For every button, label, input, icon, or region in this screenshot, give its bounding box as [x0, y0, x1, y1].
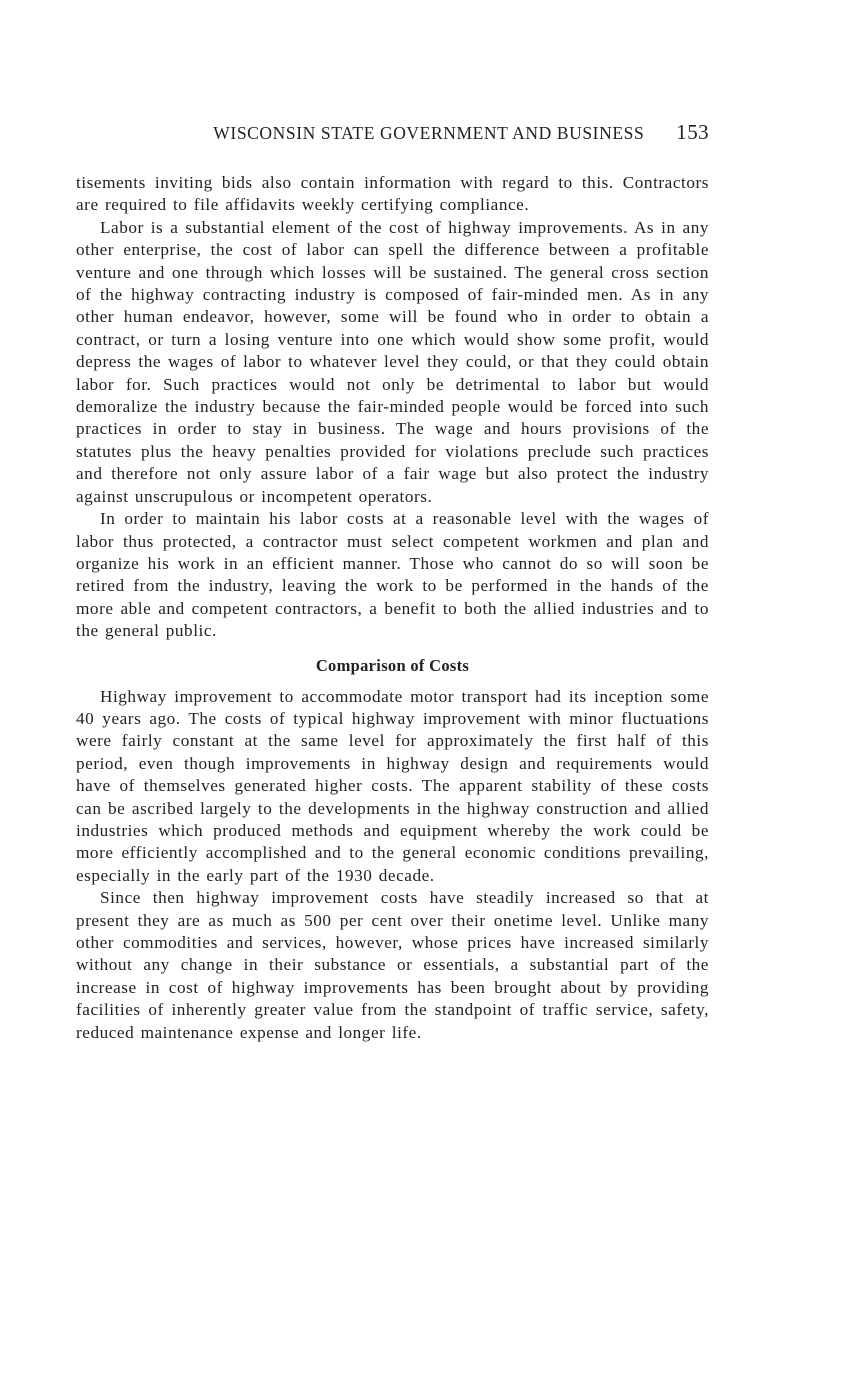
paragraph-cost-increase: Since then highway improvement costs have steadily increased so that at present they are as much as 500 per cent over their onetime level. Unlike many other commodities and services, however, whose prices have increased similarly without any change in their substance or essentials, a substantial part of the increase in cost of highway improvements has been brought about by providing facilities of inherently greater value from the standpoint of traffic service, safety, reduced maintenance expense and longer life.: [76, 888, 709, 1042]
section-heading: Comparison of Costs: [315, 655, 470, 675]
paragraph-continued: tisements inviting bids also contain information with regard to this. Contractors are required to file affidavits weekly certifying compliance.: [76, 173, 709, 215]
paragraph-highway-history: Highway improvement to accommodate motor transport had its inception some 40 years ago. The costs of typical highway improvement with minor fluctuations were fairly constant at the same level for approximately the first half of this period, even though improvements in highway design and requirements would have of themselves generated higher costs. The apparent stability of these costs can be ascribed largely to the developments in the highway construction and allied industries which produced methods and equipment whereby the work could be more efficiently accomplished and to the general economic conditions prevailing, especially in the early part of the 1930 decade.: [76, 686, 709, 885]
page-number: 153: [676, 120, 709, 144]
document-page: [76, 120, 709, 1044]
running-title: WISCONSIN STATE GOVERNMENT AND BUSINESS: [213, 123, 645, 143]
paragraph-contractor-competence: In order to maintain his labor costs at a reasonable level with the wages of labor thus protected, a contractor must select competent workmen and plan and organize his work in an efficient manner. Those who cannot do so will soon be retired from the industry, leaving the work to be performed in the hands of the more able and competent contractors, a benefit to both the allied industries and to the general public.: [76, 509, 709, 641]
running-header: [76, 120, 709, 154]
paragraph-labor-cost: Labor is a substantial element of the cost of highway improvements. As in any other enterprise, the cost of labor can spell the difference between a profitable venture and one through which losses will be sustained. The general cross section of the highway contracting industry is composed of fair-minded men. As in any other human endeavor, however, some will be found who in order to obtain a contract, or turn a losing venture into one which would show some profit, would depress the wages of labor to whatever level they could, or that they could obtain labor for. Such practices would not only be detrimental to labor but would demoralize the industry because the fair-minded people would be forced into such practices in order to stay in business. The wage and hours provisions of the statutes plus the heavy penalties provided for violations preclude such practices and therefore not only assure labor of a fair wage but also protect the industry against unscrupulous or incompetent operators.: [76, 217, 709, 506]
